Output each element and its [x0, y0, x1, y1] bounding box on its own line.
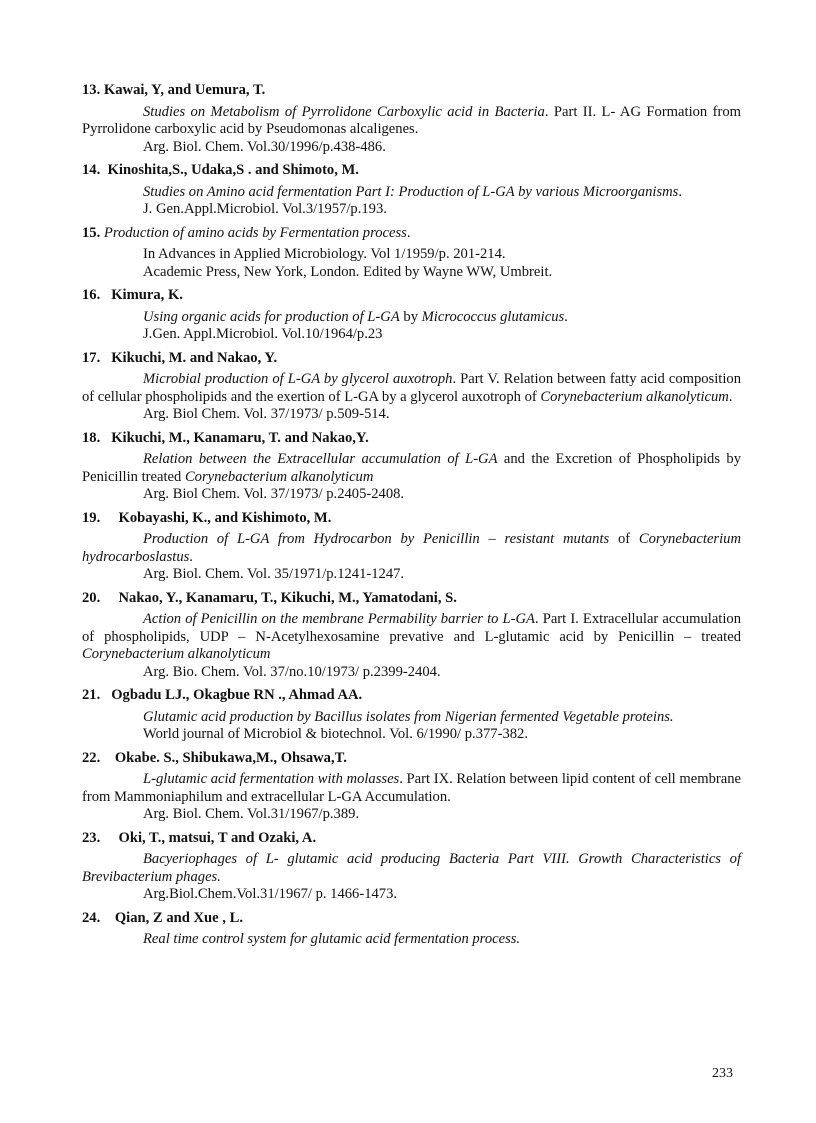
- reference-title-fragment: of: [609, 531, 639, 547]
- reference-source: Academic Press, New York, London. Edited by Wayne WW, Umbreit.: [143, 263, 553, 280]
- reference-title-fragment: Corynebacterium alkanolyticum: [540, 388, 729, 405]
- reference-source: Arg. Bio. Chem. Vol. 37/no.10/1973/ p.2399-2404.: [143, 663, 441, 680]
- reference-authors: [82, 162, 741, 180]
- reference-entry: [82, 590, 741, 682]
- reference-authors-text: 13. Kawai, Y, and Uemura, T.: [82, 82, 266, 98]
- reference-source: Arg. Biol. Chem. Vol. 35/1971/p.1241-1247.: [143, 566, 405, 582]
- reference-title-tail: .: [406, 224, 411, 241]
- reference-title: [82, 931, 741, 949]
- reference-title-fragment: L-glutamic acid fermentation with molasses: [143, 771, 400, 787]
- reference-title-fragment: and the Excretion of Phospholipids by Penicillin treated: [82, 451, 741, 485]
- reference-title: [82, 611, 741, 664]
- reference-entry: [82, 510, 741, 584]
- reference-title-fragment: Glutamic acid production by Bacillus isolates from Nigerian fermented Vegetable proteins.: [143, 708, 674, 725]
- reference-title: [82, 184, 741, 202]
- reference-authors-text: 14. Kinoshita,S., Udaka,S . and Shimoto, M.: [82, 162, 359, 178]
- reference-title: [82, 709, 741, 727]
- reference-title-fragment: Action of Penicillin on the membrane Permability barrier to L-GA: [143, 611, 535, 627]
- reference-authors-text: 20. Nakao, Y., Kanamaru, T., Kikuchi, M., Yamatodani, S.: [82, 589, 457, 606]
- reference-title: [82, 451, 741, 486]
- reference-entry: [82, 750, 741, 824]
- reference-title-fragment: Production of L-GA from Hydrocarbon by Penicillin – resistant mutants: [143, 531, 610, 547]
- reference-authors-text: 24. Qian, Z and Xue , L.: [82, 909, 243, 926]
- reference-title: [82, 371, 741, 406]
- reference-title-fragment: . Part I. Extracellular accumulation of phospholipids, UDP – N-Acetylhexosamine prevative and L-glutamic acid by Penicillin – treated: [82, 611, 742, 645]
- reference-title-fragment: .: [678, 183, 682, 200]
- reference-title-fragment: Corynebacterium alkanolyticum: [82, 646, 271, 662]
- reference-source: World journal of Microbiol & biotechnol. Vol. 6/1990/ p.377-382.: [143, 726, 528, 742]
- reference-source: In Advances in Applied Microbiology. Vol 1/1959/p. 201-214.: [143, 246, 506, 262]
- reference-title: [82, 771, 741, 806]
- reference-title-fragment: Studies on Metabolism of Pyrrolidone Carboxylic acid in Bacteria: [143, 103, 545, 120]
- reference-authors: [82, 82, 741, 100]
- reference-source: Arg.Biol.Chem.Vol.31/1967/ p. 1466-1473.: [143, 886, 398, 902]
- reference-title-fragment: .: [189, 548, 193, 565]
- reference-title-fragment: Micrococcus glutamicus: [421, 308, 565, 325]
- reference-authors-text: 16. Kimura, K.: [82, 287, 183, 303]
- reference-authors: [82, 287, 741, 305]
- reference-source: Arg. Biol Chem. Vol. 37/1973/ p.509-514.: [143, 406, 390, 422]
- reference-entry: [82, 830, 741, 904]
- reference-authors-text: 21. Ogbadu LJ., Okagbue RN ., Ahmad AA.: [82, 687, 363, 703]
- reference-list: [82, 82, 741, 955]
- reference-title-fragment: Real time control system for glutamic acid fermentation process.: [143, 931, 521, 947]
- reference-authors-text: 18. Kikuchi, M., Kanamaru, T. and Nakao,Y.: [82, 429, 369, 446]
- reference-title: [82, 531, 741, 566]
- reference-authors: [82, 910, 741, 928]
- reference-authors: [82, 687, 741, 705]
- reference-source: J.Gen. Appl.Microbiol. Vol.10/1964/p.23: [143, 326, 383, 342]
- reference-authors: [82, 510, 741, 528]
- reference-title-fragment: Bacyeriophages of L- glutamic acid producing Bacteria Part VIII. Growth Characteristics of Brevibacterium phages.: [82, 851, 741, 885]
- reference-title-fragment: . Part II. L- AG Formation from Pyrrolidone carboxylic acid by Pseudomonas alcaligenes.: [82, 103, 741, 137]
- reference-title: Production of amino acids by Fermentation process: [103, 224, 407, 241]
- reference-entry: [82, 162, 741, 219]
- page-number: 233: [712, 1066, 733, 1081]
- reference-title: [82, 851, 741, 886]
- reference-source: J. Gen.Appl.Microbiol. Vol.3/1957/p.193.: [143, 201, 387, 217]
- reference-entry: [82, 910, 741, 949]
- reference-title-fragment: Microbial production of L-GA by glycerol auxotroph: [143, 371, 453, 387]
- reference-title-fragment: . Part IX. Relation between lipid content of cell membrane from Mammoniaphilum and extracellular L-GA Accumulation.: [82, 771, 741, 805]
- reference-title-fragment: Relation between the Extracellular accumulation of L-GA: [143, 451, 498, 467]
- reference-title-fragment: Corynebacterium hydrocarboslastus: [82, 531, 741, 565]
- reference-title-fragment: .: [728, 388, 733, 405]
- reference-authors: [82, 350, 741, 368]
- reference-authors-text: 19. Kobayashi, K., and Kishimoto, M.: [82, 509, 332, 526]
- reference-title-fragment: .: [564, 308, 568, 325]
- reference-entry: [82, 225, 741, 282]
- reference-entry: [82, 82, 741, 156]
- reference-entry: [82, 287, 741, 344]
- reference-authors-text: 17. Kikuchi, M. and Nakao, Y.: [82, 349, 278, 366]
- reference-authors: [82, 430, 741, 448]
- reference-authors: [82, 830, 741, 848]
- reference-title-fragment: . Part V. Relation between fatty acid composition of cellular phospholipids and the exertion of L-GA by a glycerol auxotroph of: [82, 371, 741, 405]
- reference-authors-text: 15.: [82, 224, 101, 241]
- reference-entry: [82, 430, 741, 504]
- reference-authors: [82, 590, 741, 608]
- reference-entry: [82, 687, 741, 744]
- reference-source: Arg. Biol Chem. Vol. 37/1973/ p.2405-2408.: [143, 486, 405, 502]
- reference-title-fragment: by: [399, 308, 422, 325]
- reference-source: Arg. Biol. Chem. Vol.30/1996/p.438-486.: [143, 138, 386, 155]
- reference-title-fragment: Studies on Amino acid fermentation Part I: Production of L-GA by various Microorganisms: [143, 183, 679, 200]
- reference-authors-text: 23. Oki, T., matsui, T and Ozaki, A.: [82, 829, 317, 846]
- reference-authors-text: 22. Okabe. S., Shibukawa,M., Ohsawa,T.: [82, 749, 347, 766]
- reference-title-fragment: Using organic acids for production of L-GA: [143, 308, 400, 325]
- reference-authors: [82, 750, 741, 768]
- reference-source: Arg. Biol. Chem. Vol.31/1967/p.389.: [143, 806, 360, 822]
- reference-title: [82, 104, 741, 139]
- reference-authors: [82, 225, 741, 243]
- reference-entry: [82, 350, 741, 424]
- reference-title-fragment: Corynebacterium alkanolyticum: [184, 468, 374, 485]
- reference-title: [82, 309, 741, 327]
